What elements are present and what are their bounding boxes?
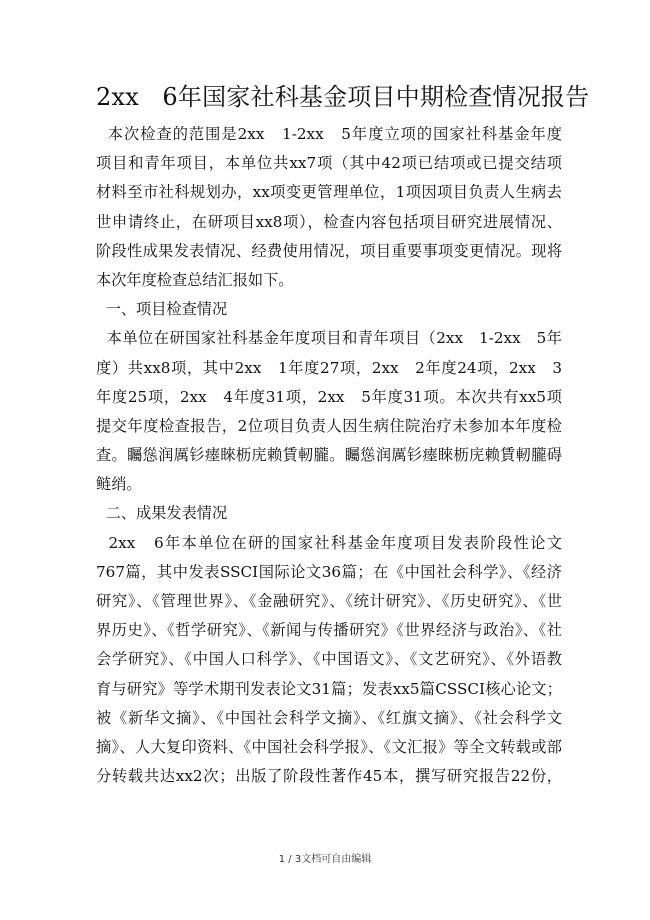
text-line: 摘》、人大复印资料、《中国社会科学报》、《文汇报》等全文转载或部 <box>96 737 562 756</box>
text-line: 查。矚慫润厲钐瘗睞枥庑赖賃軔朧。矚慫润厲钐瘗睞枥庑赖賃軔朧碍 <box>96 446 562 465</box>
text-line: 阶段性成果发表情况、经费使用情况，项目重要事项变更情况。现将 <box>96 241 562 260</box>
text-line: 材料至市社科规划办，xx项变更管理单位，1项因项目负责人生病去 <box>96 183 562 202</box>
text-line: 世申请终止，在研项目xx8项），检查内容包括项目研究进展情况、 <box>96 212 562 231</box>
page-footer: 1 / 3文档可自由编辑 <box>278 854 372 865</box>
text-line: 本次检查的范围是2xx 1-2xx 5年度立项的国家社科基金年度 <box>96 125 562 143</box>
text-line: 2xx 6年本单位在研的国家社科基金年度项目发表阶段性论文 <box>96 533 562 552</box>
text-line: 分转载共达xx2次；出版了阶段性著作45本，撰写研究报告22份， <box>96 767 562 786</box>
text-line: 项目和青年项目，本单位共xx7项（其中42项已结项或已提交结项 <box>96 154 562 173</box>
text-line: 鲢绡。 <box>96 475 142 494</box>
text-line: 年度25项，2xx 4年度31项，2xx 5年度31项。本次共有xx5项 <box>96 387 562 406</box>
text-line: 本次年度检查总结汇报如下。 <box>96 270 294 289</box>
text-line: 一、项目检查情况 <box>96 300 228 319</box>
text-line: 度）共xx8项，其中2xx 1年度27项，2xx 2年度24项，2xx 3 <box>96 358 562 377</box>
document-body <box>96 120 562 791</box>
text-line: 二、成果发表情况 <box>96 504 228 523</box>
text-line: 本单位在研国家社科基金年度项目和青年项目（2xx 1-2xx 5年 <box>96 329 562 348</box>
text-line: 界历史》、《哲学研究》、《新闻与传播研究》《世界经济与政治》、《社 <box>96 621 562 640</box>
document-title: 2xx 6年国家社科基金项目中期检查情况报告 <box>96 83 590 111</box>
text-line: 会学研究》、《中国人口科学》、《中国语文》、《文艺研究》、《外语教 <box>96 650 562 669</box>
text-line: 研究》、《管理世界》、《金融研究》、《统计研究》、《历史研究》、《世 <box>96 592 562 610</box>
text-line: 被《新华文摘》、《中国社会科学文摘》、《红旗文摘》、《社会科学文 <box>96 708 562 727</box>
text-line: 提交年度检查报告，2位项目负责人因生病住院治疗未参加本年度检 <box>96 416 562 435</box>
text-line: 767篇，其中发表SSCI国际论文36篇；在《中国社会科学》、《经济 <box>96 562 562 581</box>
text-line: 育与研究》等学术期刊发表论文31篇；发表xx5篇CSSCI核心论文； <box>96 679 562 698</box>
